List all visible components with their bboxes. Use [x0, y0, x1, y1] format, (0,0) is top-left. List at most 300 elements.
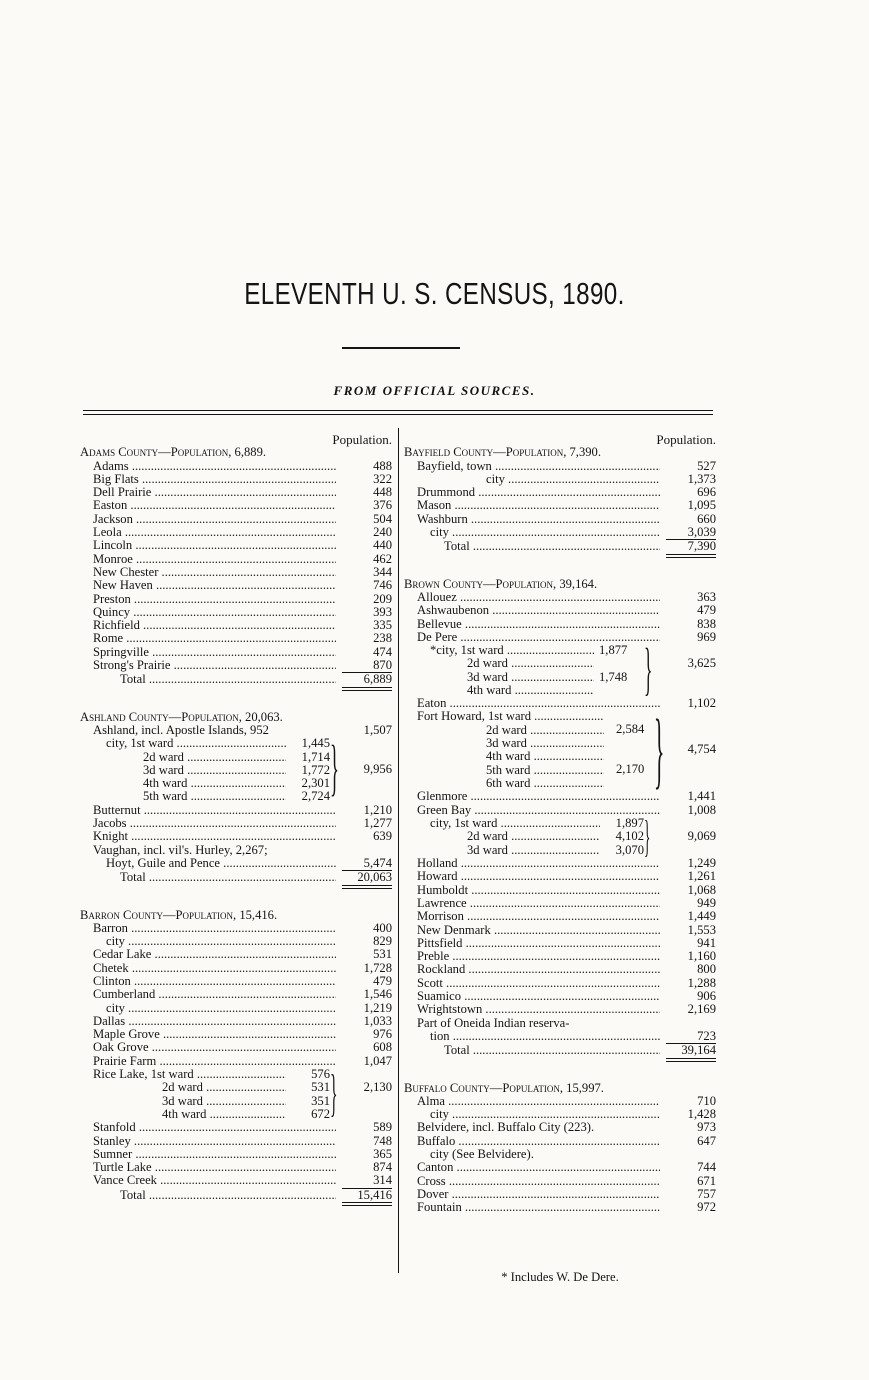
population-value: 1,441	[687, 789, 716, 804]
place-name: Easton .....	[93, 499, 336, 512]
ward-label: 4th ward .....	[162, 1108, 286, 1121]
table-row	[404, 1095, 716, 1108]
place-name: Turtle Lake .....	[93, 1161, 336, 1174]
ward-value: 4,102	[615, 829, 644, 844]
place-name: Drummond .....	[417, 486, 660, 499]
population-heading: Population.	[332, 432, 392, 447]
table-row	[80, 1002, 392, 1015]
ward-row	[80, 1081, 330, 1094]
table-row	[404, 631, 716, 644]
place-name: city .....	[430, 526, 660, 539]
population-value: 238	[373, 631, 392, 646]
place-name: Suamico .....	[417, 990, 660, 1003]
population-value: 1,047	[363, 1053, 392, 1068]
ward-row	[404, 657, 594, 670]
place-name: Washburn .....	[417, 513, 660, 526]
total-double-rule	[342, 1202, 392, 1206]
brace-icon: }	[644, 636, 653, 702]
ward-label: Fort Howard, 1st ward .....	[417, 710, 604, 723]
adams-total-row: Total ..... 6,889	[80, 673, 392, 686]
place-name: Big Flats .....	[93, 473, 336, 486]
table-row	[404, 460, 716, 473]
table-row	[80, 1041, 392, 1054]
population-value: 972	[697, 1200, 716, 1215]
population-value: 874	[373, 1160, 392, 1175]
ward-row	[404, 724, 604, 737]
ward-label: *city, 1st ward .....	[430, 644, 594, 657]
fh-sub-1: 2,584	[616, 722, 645, 737]
table-row	[404, 499, 716, 512]
place-name: Stanley .....	[93, 1135, 336, 1148]
ward-value: 1,445	[301, 736, 330, 751]
population-value: 1,261	[687, 869, 716, 884]
population-value: 1,008	[687, 802, 716, 817]
table-row	[80, 539, 392, 552]
barron-wards-total: 2,130	[363, 1080, 392, 1095]
ward-value: 531	[311, 1080, 330, 1095]
population-value: 1,449	[687, 909, 716, 924]
ward-row	[80, 1068, 330, 1081]
place-name: Prairie Farm .....	[93, 1055, 336, 1068]
place-name: Holland .....	[417, 857, 660, 870]
barron-total-row: Total ..... 15,416	[80, 1189, 392, 1202]
ashland-ward-block	[80, 734, 392, 804]
table-row	[80, 948, 392, 961]
table-row	[404, 1201, 716, 1214]
table-row	[404, 790, 716, 803]
ward-row	[80, 777, 330, 790]
ward-row	[80, 737, 330, 750]
table-row	[404, 526, 716, 539]
table-row	[404, 804, 716, 817]
vaughan-line: Vaughan, incl. vil's. Hurley, 2,267;	[93, 842, 268, 857]
table-row	[404, 924, 716, 937]
brace-icon: }	[644, 812, 651, 862]
population-value: 3,039	[687, 525, 716, 540]
table-row	[404, 618, 716, 631]
ward-row	[404, 764, 604, 777]
place-name: Stanfold .....	[93, 1121, 336, 1134]
place-name: Jackson .....	[93, 513, 336, 526]
fh-total: 4,754	[687, 742, 716, 757]
population-value: 1,249	[687, 856, 716, 871]
table-row	[80, 1015, 392, 1028]
population-value: 2,169	[687, 1002, 716, 1017]
belvidere-row: Belvidere, incl. Buffalo City (223). 973	[417, 1120, 716, 1135]
brown-rows	[404, 790, 716, 817]
ward-label: 5th ward .....	[486, 764, 604, 777]
place-name: Pittsfield .....	[417, 937, 660, 950]
population-value: 757	[697, 1186, 716, 1201]
place-name: Rockland .....	[417, 963, 660, 976]
population-value: 209	[373, 591, 392, 606]
population-value: 1,546	[363, 987, 392, 1002]
page-title: ELEVENTH U. S. CENSUS, 1890.	[244, 276, 625, 311]
table-row	[404, 591, 716, 604]
table-row	[80, 606, 392, 619]
barron-rows	[80, 1121, 392, 1187]
adams-rows	[80, 460, 392, 673]
depere-total: 3,625	[687, 656, 716, 671]
table-row	[80, 513, 392, 526]
ward-label: 2d ward .....	[143, 751, 286, 764]
place-name: Cross .....	[417, 1175, 660, 1188]
population-value: 479	[373, 973, 392, 988]
population-value: 363	[697, 589, 716, 604]
place-name: Canton .....	[417, 1161, 660, 1174]
population-value: 941	[697, 935, 716, 950]
ward-value: 2,724	[301, 789, 330, 804]
place-name: Morrison .....	[417, 910, 660, 923]
ward-value: 672	[311, 1106, 330, 1121]
title-rule	[342, 347, 460, 349]
ward-label: 3d ward .....	[162, 1095, 286, 1108]
brace-icon: }	[330, 1065, 338, 1123]
ward-label: city, 1st ward .....	[106, 737, 286, 750]
table-row	[404, 473, 716, 486]
bayfield-total-row: Total ..... 7,390	[404, 540, 716, 553]
population-value: 488	[373, 458, 392, 473]
ward-label: 2d ward .....	[486, 724, 604, 737]
county-heading-ashland: Ashland County—Population, 20,063.	[80, 709, 283, 724]
population-value: 838	[697, 616, 716, 631]
ward-value: 3,070	[615, 842, 644, 857]
table-row	[80, 962, 392, 975]
population-value: 365	[373, 1146, 392, 1161]
eaton-row: Eaton ..... 1,102	[404, 697, 716, 710]
right-column	[404, 433, 716, 1214]
population-value: 322	[373, 471, 392, 486]
place-name: Quincy .....	[93, 606, 336, 619]
population-value: 829	[373, 934, 392, 949]
county-heading-barron: Barron County—Population, 15,416.	[80, 907, 278, 922]
table-row	[80, 499, 392, 512]
table-row	[404, 884, 716, 897]
table-row	[80, 804, 392, 817]
population-value: 448	[373, 485, 392, 500]
table-row	[80, 988, 392, 1001]
ward-label: 3d ward .....	[467, 671, 594, 684]
population-value: 800	[697, 962, 716, 977]
double-rule-top	[83, 410, 713, 415]
table-row	[80, 593, 392, 606]
population-value: 608	[373, 1040, 392, 1055]
ward-row	[404, 671, 594, 684]
ward-row	[404, 737, 604, 750]
ward-row	[404, 684, 594, 697]
place-name: New Haven .....	[93, 579, 336, 592]
left-column	[80, 433, 392, 1206]
table-row	[80, 473, 392, 486]
population-value: 344	[373, 564, 392, 579]
ward-value: 576	[311, 1067, 330, 1082]
place-name: Oak Grove .....	[93, 1041, 336, 1054]
ward-value: 1,714	[301, 749, 330, 764]
ward-label: 3d ward .....	[143, 764, 286, 777]
place-name: city .....	[486, 473, 660, 486]
place-name: De Pere .....	[417, 631, 660, 644]
population-value: 1,728	[363, 960, 392, 975]
place-name: Glenmore .....	[417, 790, 660, 803]
brown-rows	[404, 591, 716, 644]
depere-sub-2: 1,748	[599, 670, 628, 685]
population-value: 1,373	[687, 471, 716, 486]
ashland-rows	[80, 804, 392, 844]
footnote: * Includes W. De Dere.	[501, 1270, 619, 1284]
table-row	[80, 830, 392, 843]
table-row	[404, 963, 716, 976]
table-row	[404, 977, 716, 990]
place-name: Bellevue .....	[417, 618, 660, 631]
place-name: Jacobs .....	[93, 817, 336, 830]
place-name: Preble .....	[417, 950, 660, 963]
bayfield-rows	[404, 460, 716, 540]
vaughan-line-2: Hoyt, Guile and Pence ..... 5,474	[80, 857, 392, 870]
barron-ward-block	[80, 1065, 392, 1123]
ward-label: 2d ward .....	[467, 830, 600, 843]
barron-rows	[80, 922, 392, 1068]
ward-value: 1,897	[615, 816, 644, 831]
table-row	[404, 1003, 716, 1016]
ward-row	[404, 710, 604, 723]
table-row	[80, 553, 392, 566]
ward-row	[404, 830, 644, 843]
place-name: Scott .....	[417, 977, 660, 990]
population-value: 1,033	[363, 1013, 392, 1028]
table-row	[80, 566, 392, 579]
ashland-line: Ashland, incl. Apostle Islands, 952 1,507	[93, 722, 392, 737]
table-row	[404, 937, 716, 950]
ward-row	[80, 751, 330, 764]
ward-label: 3d ward .....	[467, 844, 600, 857]
table-row	[404, 897, 716, 910]
table-row	[404, 486, 716, 499]
place-name: Lawrence .....	[417, 897, 660, 910]
population-value: 1,210	[363, 802, 392, 817]
table-row	[80, 922, 392, 935]
county-heading-brown: Brown County—Population, 39,164.	[404, 576, 598, 591]
ward-label: city, 1st ward .....	[430, 817, 600, 830]
place-name: Springville .....	[93, 646, 336, 659]
table-row	[80, 579, 392, 592]
table-row	[80, 1148, 392, 1161]
population-value: 870	[373, 658, 392, 673]
county-heading-adams: Adams County—Population, 6,889.	[80, 445, 267, 460]
place-name: Dell Prairie .....	[93, 486, 336, 499]
buffalo-rows	[404, 1095, 716, 1122]
ward-row	[404, 817, 644, 830]
table-row	[80, 1174, 392, 1187]
population-value: 474	[373, 644, 392, 659]
ward-label: Rice Lake, 1st ward .....	[93, 1068, 286, 1081]
table-row	[80, 1135, 392, 1148]
page-subtitle: FROM OFFICIAL SOURCES.	[333, 383, 536, 398]
green-bay-ward-block	[404, 812, 716, 862]
population-value: 969	[697, 629, 716, 644]
ward-label: 6th ward .....	[486, 777, 604, 790]
population-value: 748	[373, 1133, 392, 1148]
table-row	[404, 870, 716, 883]
table-row	[80, 1161, 392, 1174]
ward-value: 1,772	[301, 762, 330, 777]
place-name: Bayfield, town .....	[417, 460, 660, 473]
population-value: 376	[373, 498, 392, 513]
ward-label: 4th ward .....	[143, 777, 286, 790]
place-name: Monroe .....	[93, 553, 336, 566]
depere-sub-1: 1,877	[599, 643, 628, 658]
ward-row	[80, 1108, 330, 1121]
table-row	[404, 1188, 716, 1201]
table-row	[80, 619, 392, 632]
population-value: 949	[697, 895, 716, 910]
place-name: New Chester .....	[93, 566, 336, 579]
place-name: Chetek .....	[93, 962, 336, 975]
population-value: 1,160	[687, 949, 716, 964]
table-row	[404, 513, 716, 526]
table-row	[80, 975, 392, 988]
ward-value: 2,301	[301, 776, 330, 791]
fh-sub-2: 2,170	[616, 762, 645, 777]
place-name: Sumner .....	[93, 1148, 336, 1161]
ward-label: 5th ward .....	[143, 790, 286, 803]
place-name: Allouez .....	[417, 591, 660, 604]
place-name: Preston .....	[93, 593, 336, 606]
place-name: Alma .....	[417, 1095, 660, 1108]
county-heading-buffalo: Buffalo County—Population, 15,997.	[404, 1080, 604, 1095]
place-name: Richfield .....	[93, 619, 336, 632]
place-name: Green Bay .....	[417, 804, 660, 817]
place-name: Butternut .....	[93, 804, 336, 817]
table-row	[80, 1055, 392, 1068]
place-name: city .....	[430, 1108, 660, 1121]
table-row	[80, 817, 392, 830]
place-name: Dover .....	[417, 1188, 660, 1201]
population-value: 1,095	[687, 498, 716, 513]
ward-row	[404, 777, 604, 790]
ward-row	[80, 764, 330, 777]
population-value: 240	[373, 525, 392, 540]
population-value: 660	[697, 511, 716, 526]
population-value: 335	[373, 618, 392, 633]
population-value: 976	[373, 1027, 392, 1042]
brown-rows	[404, 857, 716, 1017]
buffalo-row: Buffalo ..... 647	[404, 1135, 716, 1148]
oneida-line-2: tion ..... 723	[404, 1030, 716, 1043]
place-name: city .....	[106, 1002, 336, 1015]
population-value: 589	[373, 1120, 392, 1135]
place-name: Leola .....	[93, 526, 336, 539]
table-row	[404, 990, 716, 1003]
population-value: 440	[373, 538, 392, 553]
population-value: 531	[373, 947, 392, 962]
ward-value: 351	[311, 1093, 330, 1108]
buffalo-city-note: city (See Belvidere).	[430, 1146, 534, 1161]
column-divider	[398, 428, 399, 1273]
population-value: 504	[373, 511, 392, 526]
buffalo-rows	[404, 1161, 716, 1214]
ward-row	[80, 790, 330, 803]
table-row	[80, 646, 392, 659]
table-row	[80, 526, 392, 539]
ward-label: 3d ward .....	[486, 737, 604, 750]
table-row	[80, 632, 392, 645]
gb-total: 9,069	[687, 829, 716, 844]
population-value: 746	[373, 578, 392, 593]
population-value: 639	[373, 829, 392, 844]
brace-icon: }	[330, 734, 339, 803]
place-name: Clinton .....	[93, 975, 336, 988]
place-name: Rome .....	[93, 632, 336, 645]
population-value: 314	[373, 1173, 392, 1188]
population-value: 906	[697, 989, 716, 1004]
ward-row	[404, 644, 594, 657]
place-name: Lincoln .....	[93, 539, 336, 552]
population-value: 744	[697, 1160, 716, 1175]
place-name: Vance Creek .....	[93, 1174, 336, 1187]
brown-total-row: Total ..... 39,164	[404, 1044, 716, 1057]
county-heading-bayfield: Bayfield County—Population, 7,390.	[404, 445, 601, 460]
ward-row	[404, 844, 644, 857]
table-row	[404, 950, 716, 963]
place-name: Strong's Prairie .....	[93, 659, 336, 672]
place-name: Dallas .....	[93, 1015, 336, 1028]
population-value: 671	[697, 1173, 716, 1188]
place-name: Wrightstown .....	[417, 1003, 660, 1016]
ward-row	[80, 1095, 330, 1108]
table-row	[404, 604, 716, 617]
ashland-wards-total: 9,956	[363, 762, 392, 777]
place-name: Barron .....	[93, 922, 336, 935]
population-value: 1,553	[687, 922, 716, 937]
population-value: 1,068	[687, 882, 716, 897]
table-row	[80, 486, 392, 499]
population-heading: Population.	[656, 432, 716, 447]
ward-label: 4th ward .....	[467, 684, 594, 697]
population-value: 527	[697, 458, 716, 473]
table-row	[80, 460, 392, 473]
table-row	[404, 1108, 716, 1121]
table-row	[404, 1175, 716, 1188]
place-name: city .....	[106, 935, 336, 948]
ward-label: 2d ward .....	[162, 1081, 286, 1094]
population-value: 1,219	[363, 1000, 392, 1015]
place-name: Ashwaubenon .....	[417, 604, 660, 617]
population-value: 462	[373, 551, 392, 566]
brace-icon: }	[654, 701, 665, 798]
table-row	[404, 857, 716, 870]
place-name: Cumberland .....	[93, 988, 336, 1001]
place-name: Knight .....	[93, 830, 336, 843]
population-value: 479	[697, 603, 716, 618]
place-name: Howard .....	[417, 870, 660, 883]
population-value: 1,428	[687, 1107, 716, 1122]
population-value: 1,277	[363, 816, 392, 831]
population-value: 400	[373, 920, 392, 935]
table-row	[80, 659, 392, 672]
place-name: Humboldt .....	[417, 884, 660, 897]
population-value: 1,288	[687, 975, 716, 990]
ashland-total-row: Total ..... 20,063	[80, 871, 392, 884]
place-name: Mason .....	[417, 499, 660, 512]
population-value: 710	[697, 1093, 716, 1108]
table-row	[404, 910, 716, 923]
table-row	[80, 935, 392, 948]
population-value: 393	[373, 604, 392, 619]
table-row	[404, 1161, 716, 1174]
place-name: Fountain .....	[417, 1201, 660, 1214]
table-row	[80, 1121, 392, 1134]
ward-row	[404, 750, 604, 763]
